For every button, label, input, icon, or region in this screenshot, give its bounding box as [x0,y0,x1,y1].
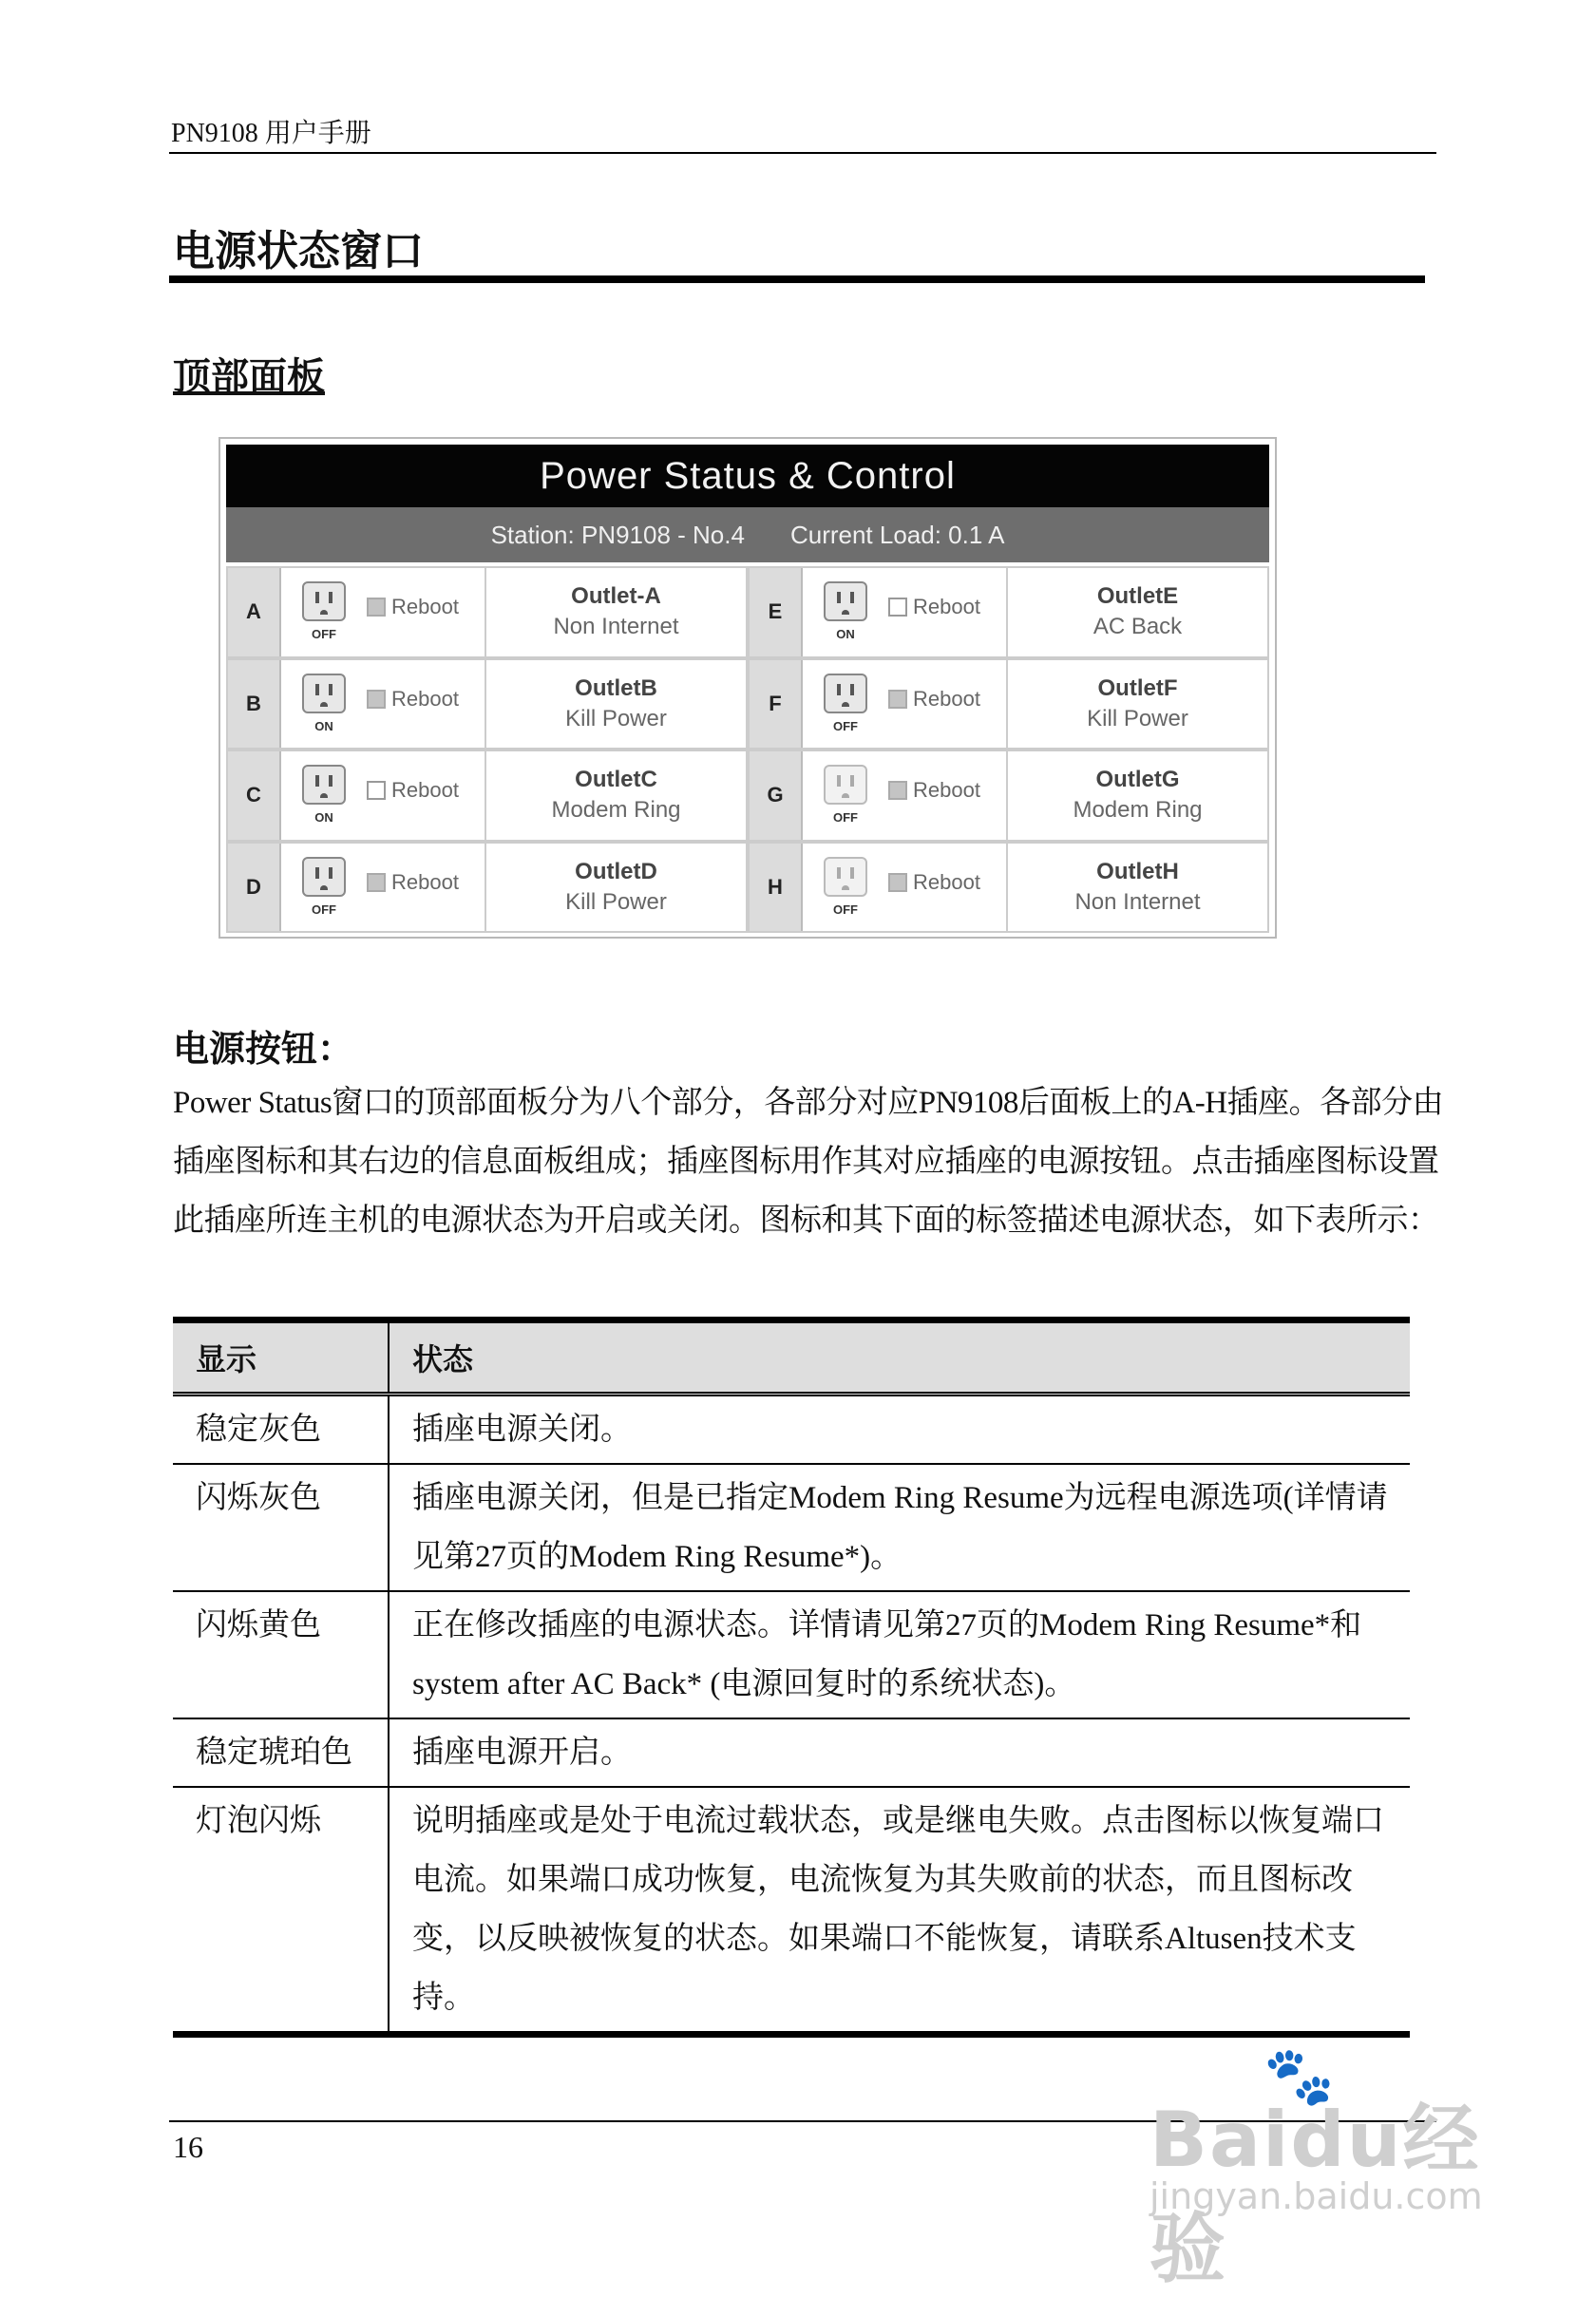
table-row [173,1592,1410,1719]
cell-state: 插座电源开启。 [412,1736,632,1770]
page-title: 电源状态窗口 [173,227,424,275]
outlet-control [803,844,1008,932]
outlet-control [281,660,486,749]
table-row [173,1788,1410,2031]
reboot-label: Reboot [913,778,980,802]
outlet-control [803,751,1008,840]
cell-state: 插座电源关闭，但是已指定Modem Ring Resume为远程电源选项(详情请见第27页的Modem Ring Resume*)。 [412,1481,1388,1574]
outlet-row-h [748,842,1269,934]
outlet-power-icon[interactable] [302,857,346,897]
outlet-letter: B [228,660,281,749]
outlet-row-a [226,566,748,658]
cell-state: 说明插座或是处于电流过载状态，或是继电失败。点击图标以恢复端口电流。如果端口成功恢复，电流恢复为其失败前的状态，而且图标改变，以反映被恢复的状态。如果端口不能恢复，请联系Altusen技术支持。 [412,1804,1384,2015]
outlet-state-label: OFF [312,627,336,641]
state-table [173,1317,1410,2038]
outlet-mode: Non Internet [1074,888,1201,915]
cell-display: 灯泡闪烁 [173,1788,390,2031]
panel-status-bar [226,507,1269,562]
reboot-toggle[interactable] [367,778,459,803]
reboot-toggle[interactable] [367,870,459,895]
outlet-state-label: OFF [833,810,858,825]
reboot-checkbox[interactable] [367,690,386,709]
socket-ground [320,793,328,798]
outlet-name: OutletF [1097,674,1178,701]
outlet-name: Outlet-A [571,583,661,610]
watermark [1130,2042,1530,2293]
socket-ground [320,885,328,890]
reboot-toggle[interactable] [888,595,980,619]
outlet-state-label: OFF [312,902,336,917]
outlet-mode: Kill Power [1087,705,1188,731]
outlet-grid [226,566,1269,933]
current-load-label: Current Load: 0.1 A [789,520,1005,549]
header-state: 状态 [412,1341,474,1377]
outlet-name: OutletC [575,767,657,793]
outlet-letter: H [750,844,803,932]
running-header: PN9108 用户手册 [171,119,371,148]
reboot-checkbox[interactable] [888,690,907,709]
reboot-checkbox[interactable] [888,781,907,800]
reboot-toggle[interactable] [888,778,980,803]
outlet-info [486,844,746,932]
outlet-name: OutletG [1095,767,1180,793]
outlet-mode: Kill Power [565,705,667,731]
power-button-paragraph: Power Status窗口的顶部面板分为八个部分，各部分对应PN9108后面板上的A-H插座。各部分由插座图标和其右边的信息面板组成；插座图标用作其对应插座的电源按钮。点击插座图标设置此插座所连主机的电源状态为开启或关闭。图标和其下面的标签描述电源状态，如下表所示： [173,1086,1444,1238]
reboot-toggle[interactable] [367,595,459,619]
outlet-row-g [748,750,1269,842]
outlet-letter: G [750,751,803,840]
power-button-heading: 电源按钮： [173,1028,354,1070]
outlet-mode: AC Back [1092,614,1183,640]
outlet-mode: Modem Ring [551,797,681,824]
outlet-letter: A [228,568,281,656]
cell-display: 稳定琥珀色 [173,1719,390,1786]
outlet-state-label: OFF [833,718,858,733]
header-rule [169,152,1436,154]
watermark-url: jingyan.baidu.com [1150,2175,1483,2217]
reboot-label: Reboot [391,778,459,802]
station-label: Station: PN9108 - No.4 [490,520,745,549]
reboot-checkbox[interactable] [367,873,386,892]
outlet-name: OutletE [1096,583,1179,610]
title-rule [169,275,1425,283]
outlet-info [486,751,746,840]
outlet-control [803,660,1008,749]
socket-ground [842,793,849,798]
paw-logo-icon: 🐾 [1264,2043,1335,2110]
outlet-power-icon[interactable] [824,765,867,805]
power-status-panel [218,437,1277,939]
reboot-label: Reboot [391,595,459,618]
outlet-mode: Non Internet [553,614,679,640]
reboot-label: Reboot [913,595,980,618]
outlet-info [1008,568,1267,656]
outlet-power-icon[interactable] [302,581,346,621]
table-row [173,1719,1410,1788]
reboot-checkbox[interactable] [888,598,907,617]
outlet-power-icon[interactable] [302,674,346,713]
outlet-name: OutletH [1096,858,1179,884]
outlet-info [1008,751,1267,840]
page-number: 16 [173,2130,203,2164]
header-display: 显示 [173,1323,390,1392]
cell-display: 稳定灰色 [173,1396,390,1463]
reboot-label: Reboot [391,686,459,711]
outlet-row-b [226,658,748,750]
outlet-letter: D [228,844,281,932]
outlet-mode: Kill Power [565,888,667,915]
table-body [173,1396,1410,2031]
outlet-control [281,844,486,932]
socket-ground [320,610,328,615]
reboot-toggle[interactable] [888,870,980,895]
outlet-row-f [748,658,1269,750]
outlet-letter: C [228,751,281,840]
reboot-checkbox[interactable] [367,598,386,617]
panel-title: Power Status & Control [226,445,1269,507]
socket-ground [842,885,849,890]
cell-state: 正在修改插座的电源状态。详情请见第27页的Modem Ring Resume*和system after AC Back* (电源回复时的系统状态)。 [412,1608,1362,1701]
reboot-label: Reboot [913,869,980,894]
reboot-checkbox[interactable] [367,781,386,800]
reboot-toggle[interactable] [888,687,980,712]
cell-display: 闪烁灰色 [173,1465,390,1590]
reboot-checkbox[interactable] [888,873,907,892]
reboot-label: Reboot [913,686,980,711]
outlet-letter: E [750,568,803,656]
outlet-power-icon[interactable] [824,674,867,713]
outlet-power-icon[interactable] [824,581,867,621]
outlet-row-d [226,842,748,934]
outlet-info [1008,660,1267,749]
reboot-toggle[interactable] [367,687,459,712]
outlet-control [803,568,1008,656]
outlet-row-e [748,566,1269,658]
outlet-name: OutletD [575,858,657,884]
outlet-info [486,660,746,749]
outlet-power-icon[interactable] [824,857,867,897]
outlet-name: OutletB [575,674,657,701]
outlet-power-icon[interactable] [302,765,346,805]
outlet-state-label: ON [836,627,855,641]
cell-display: 闪烁黄色 [173,1592,390,1718]
outlet-info [1008,844,1267,932]
section-subtitle: 顶部面板 [173,355,325,399]
table-row [173,1465,1410,1592]
outlet-mode: Modem Ring [1073,797,1203,824]
outlet-state-label: OFF [833,902,858,917]
outlet-info [486,568,746,656]
table-header-row [173,1323,1410,1396]
socket-ground [842,610,849,615]
outlet-row-c [226,750,748,842]
cell-state: 插座电源关闭。 [412,1413,632,1447]
table-row [173,1396,1410,1465]
outlet-control [281,568,486,656]
watermark-brand: Baidu经验 [1150,2096,1481,2293]
socket-ground [842,702,849,707]
socket-ground [320,702,328,707]
outlet-state-label: ON [314,718,333,733]
outlet-letter: F [750,660,803,749]
outlet-state-label: ON [314,810,333,825]
outlet-control [281,751,486,840]
reboot-label: Reboot [391,869,459,894]
